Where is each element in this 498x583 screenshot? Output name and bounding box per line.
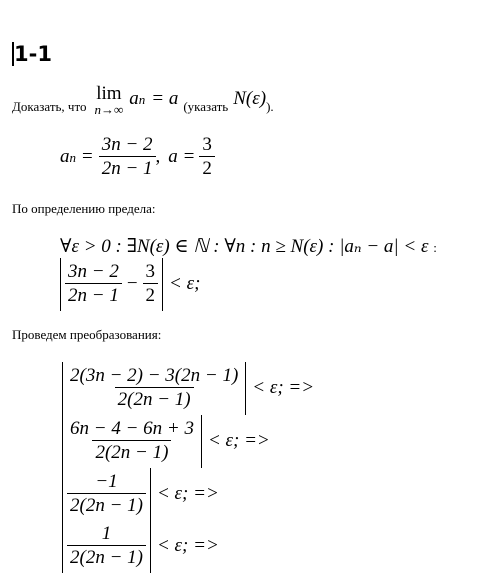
seq-denominator: 2n − 1: [99, 156, 156, 181]
step-rhs-2: < ε; =>: [207, 430, 270, 452]
seq-equals: =: [82, 146, 93, 168]
seq-fraction: [99, 134, 156, 181]
ineq-fraction-1: $\frac{3n - 2}{2n - 1}$: [65, 261, 122, 308]
a-equals: a =: [168, 146, 196, 168]
lim-equals: = a: [151, 88, 179, 109]
a-numerator: 3: [202, 134, 212, 155]
problem-heading: 1-1: [14, 42, 52, 66]
indicate-text: (указать: [183, 99, 229, 114]
ineq-minus: −: [126, 273, 138, 295]
lim-subscript: n→∞: [94, 102, 124, 117]
seq-separator: ,: [155, 146, 161, 168]
lim-expression: an: [129, 88, 146, 109]
limit-operator: [94, 84, 123, 116]
lim-word: lim: [96, 83, 122, 104]
definition-tail: :: [433, 240, 437, 255]
indicate-math: N(ε): [233, 88, 267, 109]
step-abs-4: $\frac{1}{2(2n - 1)}$: [62, 520, 151, 573]
prove-prefix: Доказать, что: [12, 99, 87, 114]
a-denominator: 2: [199, 156, 215, 181]
transform-text: Проведем преобразования:: [12, 327, 162, 342]
seq-lhs: an: [60, 146, 76, 168]
step-abs-2: $\frac{6n - 4 - 6n + 3}{2(2n - 1)}$: [62, 415, 202, 468]
step-3: [62, 468, 219, 521]
step-rhs-3: < ε; =>: [156, 483, 219, 505]
a-fraction: [199, 134, 215, 181]
limit-definition: [60, 235, 437, 258]
seq-numerator: 3n − 2: [101, 134, 153, 155]
inequality-1: [60, 258, 200, 311]
step-abs-3: $\frac{-1}{2(2n - 1)}$: [62, 468, 151, 521]
step-1: [62, 362, 314, 415]
step-2: [62, 415, 270, 468]
abs-value-1: [60, 258, 163, 311]
step-rhs-1: < ε; =>: [252, 377, 315, 399]
ineq-rhs: < ε;: [169, 273, 201, 295]
prove-statement: [12, 84, 274, 116]
ineq-fraction-2: $\frac{3}{2}$: [143, 261, 159, 308]
step-4: [62, 520, 219, 573]
step-abs-1: $\frac{2(3n - 2) - 3(2n - 1)}{2(2n - 1)}$: [62, 362, 246, 415]
indicate-close: ).: [266, 99, 274, 114]
by-definition-text: По определению предела:: [12, 201, 156, 216]
sequence-definition: [60, 134, 215, 181]
step-rhs-4: < ε; =>: [156, 535, 219, 557]
definition-line: ∀ε > 0 : ∃N(ε) ∈ ℕ : ∀n : n ≥ N(ε) : |aₙ − a| < ε: [60, 236, 429, 257]
